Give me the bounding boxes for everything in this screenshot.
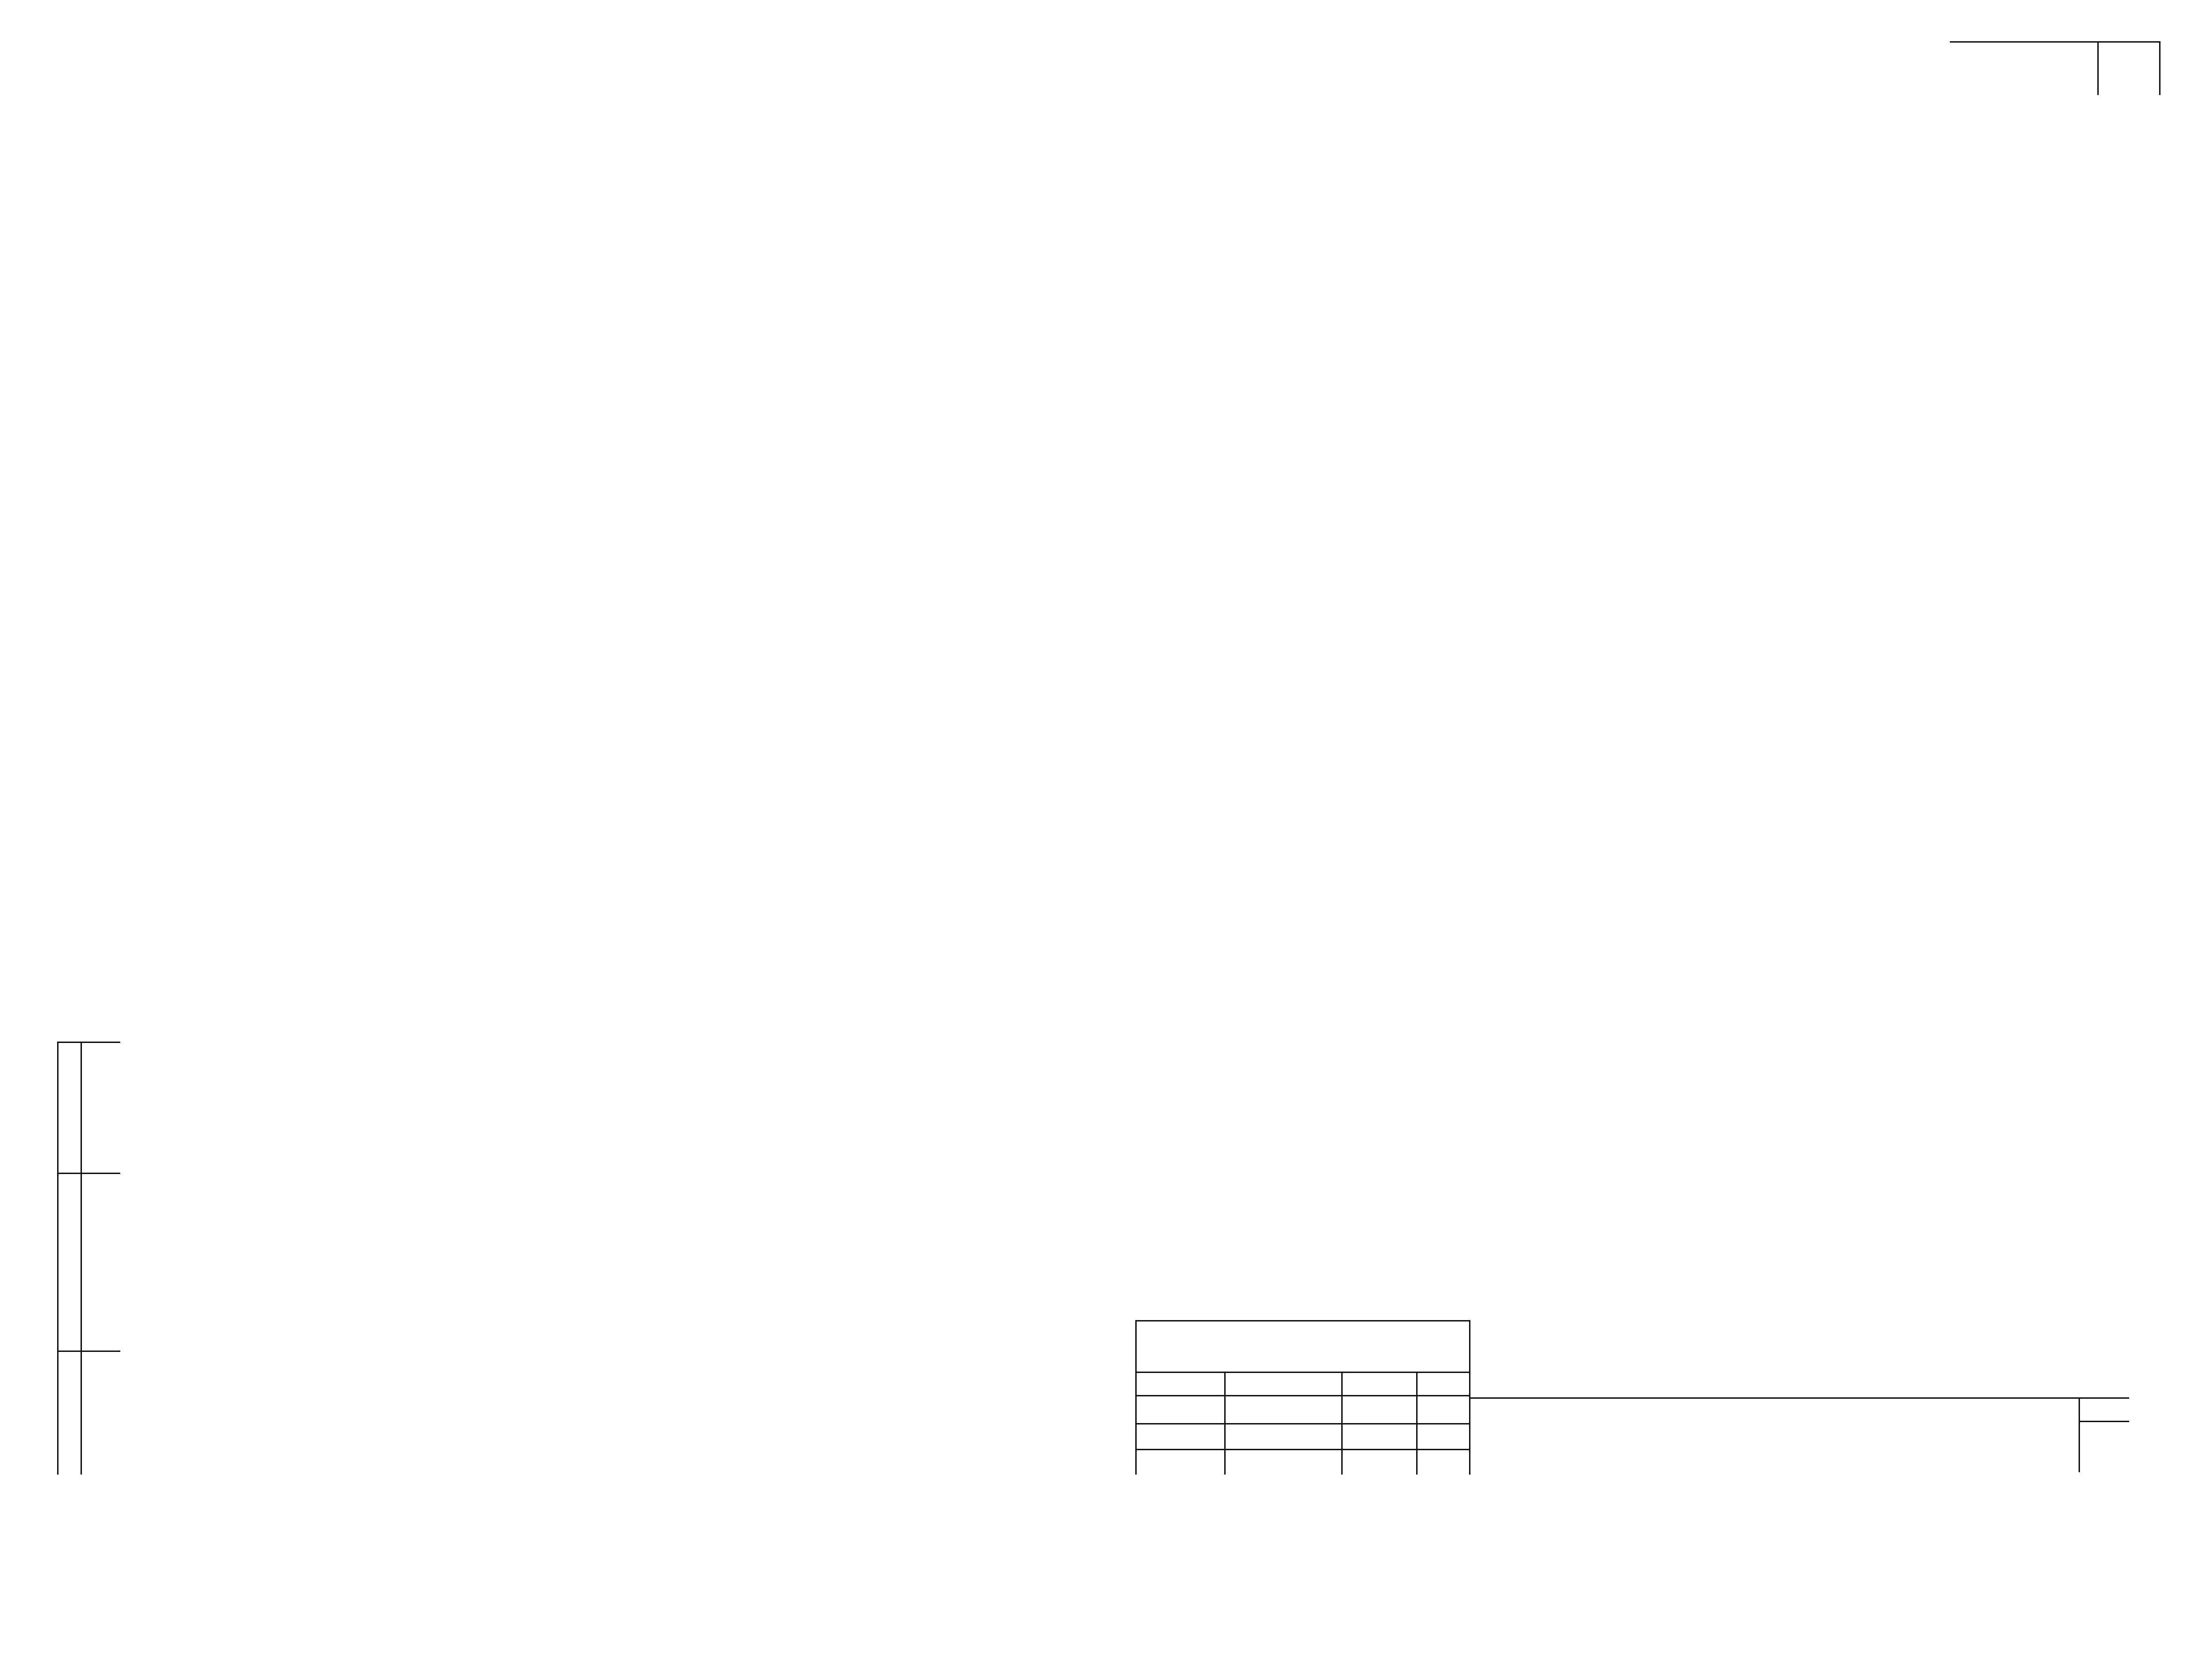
- column-number: [1910, 281, 2011, 314]
- column-number: [2011, 281, 2137, 314]
- title-block-col: [1416, 1372, 1418, 1475]
- page-number-box-left: [2097, 41, 2099, 95]
- title-block-col: [1224, 1372, 1226, 1475]
- column-number: [1346, 281, 1421, 314]
- title-block-row: [1135, 1449, 1470, 1450]
- column-number: [1601, 281, 1781, 314]
- side-stamp-top: [57, 1042, 120, 1043]
- side-stamp-div1: [57, 1173, 120, 1174]
- title-block-left: [1135, 1320, 1137, 1475]
- column-number: [1781, 281, 1910, 314]
- column-number: [1421, 281, 1601, 314]
- column-number: [1091, 281, 1271, 314]
- side-stamp-mid: [81, 1042, 82, 1475]
- side-stamp-left: [57, 1042, 59, 1475]
- title-block-row: [1135, 1372, 1470, 1373]
- title-block-line: [1469, 1397, 2129, 1399]
- sheet-box-div: [2079, 1421, 2129, 1422]
- column-number: [119, 281, 222, 314]
- title-block-row: [1135, 1395, 1470, 1396]
- column-number: [222, 281, 1091, 314]
- title-block-row: [1135, 1423, 1470, 1424]
- sheet-box-left: [2079, 1397, 2080, 1472]
- page-number-box-right: [2159, 41, 2161, 95]
- column-number: [1271, 281, 1346, 314]
- side-stamp-div2: [57, 1351, 120, 1352]
- title-block-col: [1341, 1372, 1343, 1475]
- page-number-box-top: [1950, 41, 2161, 43]
- title-block-top: [1135, 1320, 1470, 1321]
